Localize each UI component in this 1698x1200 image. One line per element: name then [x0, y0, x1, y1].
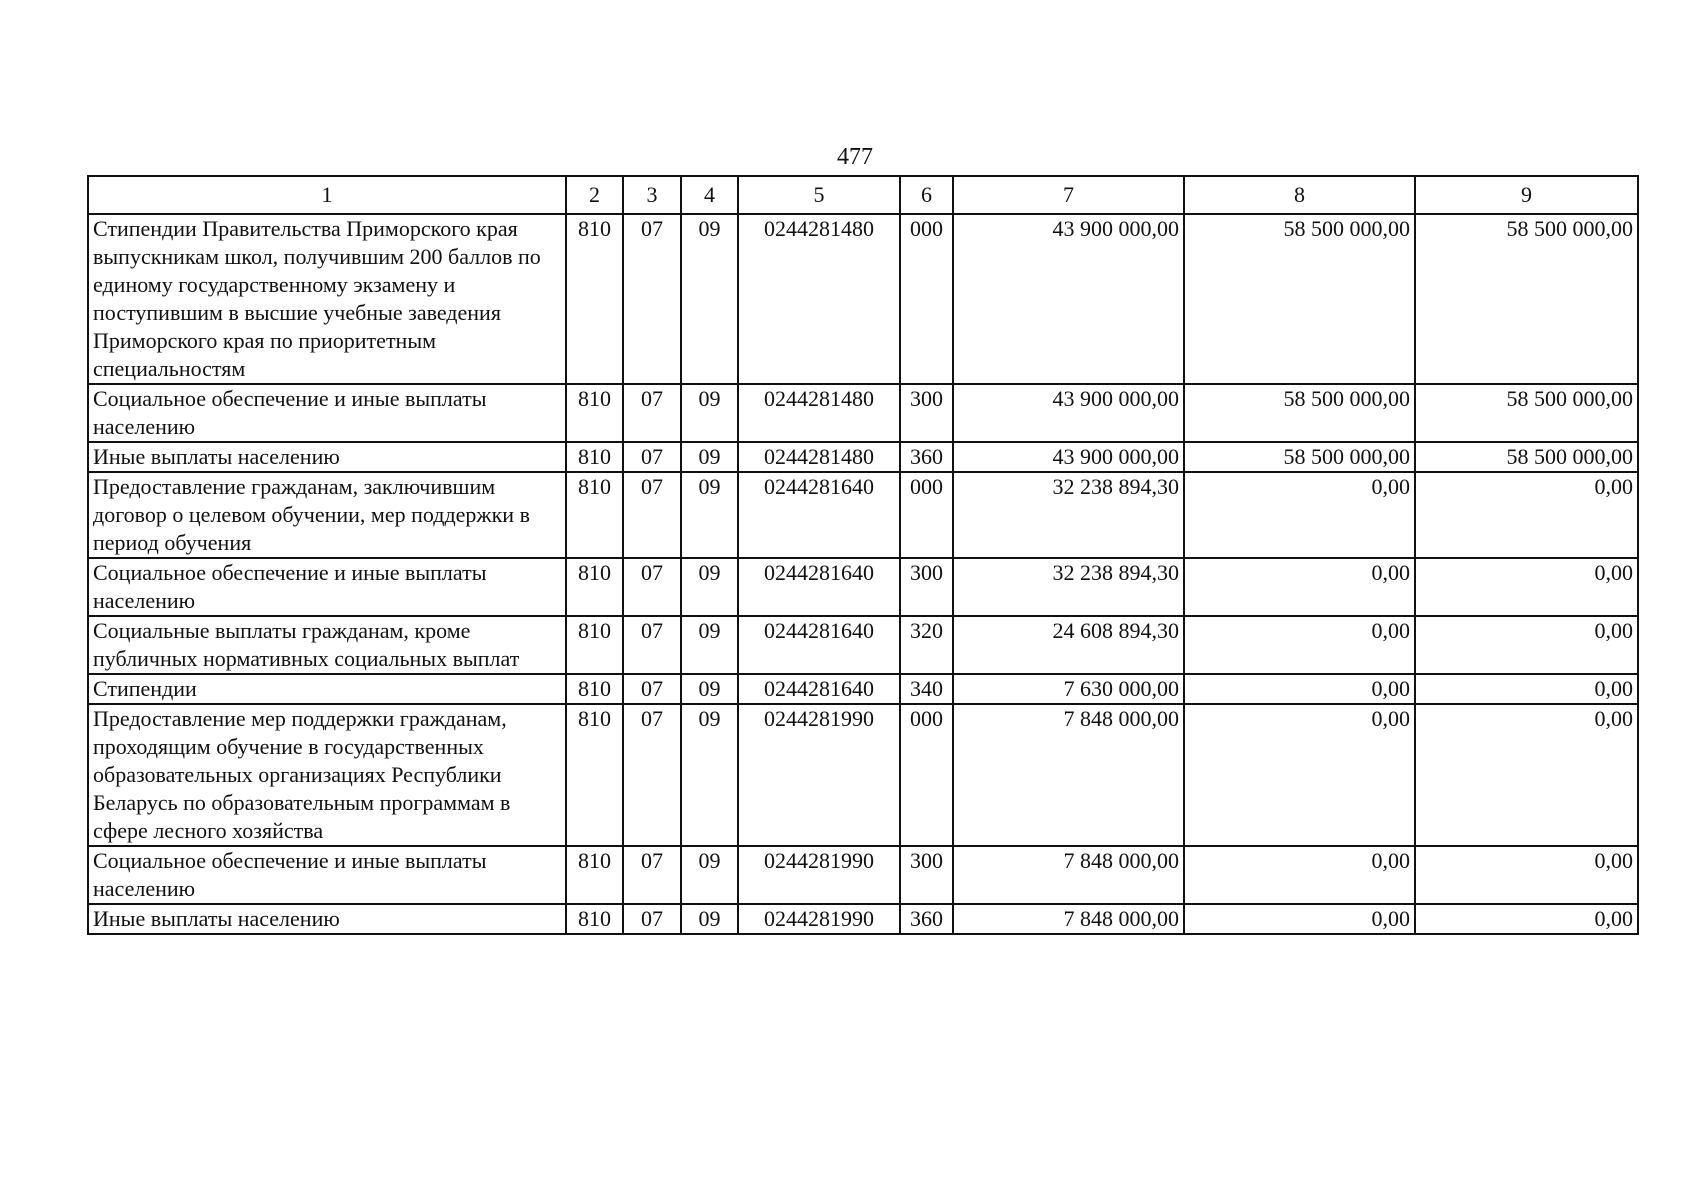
row-code-3-cell: 07 — [623, 904, 681, 934]
row-code-5-cell: 0244281640 — [738, 558, 900, 616]
row-code-2-cell: 810 — [566, 704, 623, 846]
table-header — [88, 176, 1638, 214]
row-amount-9-cell: 0,00 — [1415, 904, 1638, 934]
page-number: 477 — [837, 144, 873, 170]
row-name-cell: Стипендии Правительства Приморского края выпускникам школ, получившим 200 баллов по единому государственному экзамену и поступившим в высшие учебные заведения Приморского края по приоритетным специальностям — [88, 214, 566, 384]
row-code-6-cell: 000 — [900, 214, 953, 384]
row-code-4-cell: 09 — [681, 214, 738, 384]
row-amount-8-cell: 58 500 000,00 — [1184, 214, 1415, 384]
row-amount-7-cell: 32 238 894,30 — [953, 558, 1184, 616]
budget-table — [87, 175, 1639, 935]
row-code-5-cell: 0244281990 — [738, 704, 900, 846]
row-amount-9-cell: 0,00 — [1415, 704, 1638, 846]
row-amount-9-cell: 58 500 000,00 — [1415, 384, 1638, 442]
row-code-5-cell: 0244281480 — [738, 384, 900, 442]
table-body — [88, 214, 1638, 934]
row-code-3-cell: 07 — [623, 384, 681, 442]
row-code-6-cell: 300 — [900, 558, 953, 616]
row-code-6-cell: 300 — [900, 384, 953, 442]
row-code-6-cell: 000 — [900, 704, 953, 846]
row-code-5-cell: 0244281480 — [738, 442, 900, 472]
row-code-6-cell: 000 — [900, 472, 953, 558]
row-code-4-cell: 09 — [681, 558, 738, 616]
row-name-cell: Предоставление мер поддержки гражданам, проходящим обучение в государственных образовательных организациях Республики Беларусь по образовательным программам в сфере лесного хозяйства — [88, 704, 566, 846]
row-code-3-cell: 07 — [623, 704, 681, 846]
column-header-6: 6 — [900, 176, 953, 214]
table-row — [88, 846, 1638, 904]
row-code-3-cell: 07 — [623, 846, 681, 904]
row-amount-7-cell: 24 608 894,30 — [953, 616, 1184, 674]
row-amount-9-cell: 0,00 — [1415, 846, 1638, 904]
row-code-6-cell: 360 — [900, 904, 953, 934]
row-amount-7-cell: 7 848 000,00 — [953, 846, 1184, 904]
header-row — [88, 176, 1638, 214]
row-code-5-cell: 0244281990 — [738, 846, 900, 904]
row-name-cell: Стипендии — [88, 674, 566, 704]
column-header-7: 7 — [953, 176, 1184, 214]
table-row — [88, 558, 1638, 616]
row-code-4-cell: 09 — [681, 384, 738, 442]
row-name-cell: Социальное обеспечение и иные выплаты населению — [88, 558, 566, 616]
row-amount-8-cell: 0,00 — [1184, 674, 1415, 704]
table-row — [88, 472, 1638, 558]
row-code-5-cell: 0244281640 — [738, 616, 900, 674]
row-code-4-cell: 09 — [681, 704, 738, 846]
row-code-3-cell: 07 — [623, 214, 681, 384]
row-amount-8-cell: 58 500 000,00 — [1184, 442, 1415, 472]
row-code-2-cell: 810 — [566, 846, 623, 904]
row-code-4-cell: 09 — [681, 472, 738, 558]
row-code-5-cell: 0244281640 — [738, 472, 900, 558]
row-amount-9-cell: 58 500 000,00 — [1415, 442, 1638, 472]
row-amount-7-cell: 32 238 894,30 — [953, 472, 1184, 558]
row-code-2-cell: 810 — [566, 904, 623, 934]
row-amount-8-cell: 0,00 — [1184, 472, 1415, 558]
row-name-cell: Социальные выплаты гражданам, кроме публичных нормативных социальных выплат — [88, 616, 566, 674]
row-code-6-cell: 300 — [900, 846, 953, 904]
row-amount-9-cell: 0,00 — [1415, 472, 1638, 558]
row-code-5-cell: 0244281990 — [738, 904, 900, 934]
column-header-8: 8 — [1184, 176, 1415, 214]
row-code-2-cell: 810 — [566, 384, 623, 442]
row-amount-8-cell: 0,00 — [1184, 616, 1415, 674]
row-code-4-cell: 09 — [681, 904, 738, 934]
row-amount-9-cell: 58 500 000,00 — [1415, 214, 1638, 384]
row-code-2-cell: 810 — [566, 558, 623, 616]
row-code-3-cell: 07 — [623, 472, 681, 558]
row-code-6-cell: 340 — [900, 674, 953, 704]
table-row — [88, 442, 1638, 472]
row-amount-8-cell: 0,00 — [1184, 846, 1415, 904]
row-code-2-cell: 810 — [566, 616, 623, 674]
row-code-2-cell: 810 — [566, 472, 623, 558]
row-code-4-cell: 09 — [681, 846, 738, 904]
row-code-5-cell: 0244281640 — [738, 674, 900, 704]
row-name-cell: Социальное обеспечение и иные выплаты населению — [88, 384, 566, 442]
row-amount-7-cell: 7 848 000,00 — [953, 704, 1184, 846]
row-amount-8-cell: 0,00 — [1184, 904, 1415, 934]
row-code-3-cell: 07 — [623, 442, 681, 472]
row-name-cell: Социальное обеспечение и иные выплаты населению — [88, 846, 566, 904]
row-code-5-cell: 0244281480 — [738, 214, 900, 384]
row-amount-9-cell: 0,00 — [1415, 674, 1638, 704]
row-amount-9-cell: 0,00 — [1415, 558, 1638, 616]
row-amount-8-cell: 58 500 000,00 — [1184, 384, 1415, 442]
row-amount-7-cell: 43 900 000,00 — [953, 442, 1184, 472]
column-header-5: 5 — [738, 176, 900, 214]
row-amount-7-cell: 7 630 000,00 — [953, 674, 1184, 704]
column-header-4: 4 — [681, 176, 738, 214]
row-code-6-cell: 360 — [900, 442, 953, 472]
table-row — [88, 214, 1638, 384]
row-code-3-cell: 07 — [623, 674, 681, 704]
row-code-6-cell: 320 — [900, 616, 953, 674]
table-row — [88, 674, 1638, 704]
row-code-2-cell: 810 — [566, 674, 623, 704]
column-header-3: 3 — [623, 176, 681, 214]
column-header-9: 9 — [1415, 176, 1638, 214]
row-name-cell: Предоставление гражданам, заключившим договор о целевом обучении, мер поддержки в период обучения — [88, 472, 566, 558]
row-code-4-cell: 09 — [681, 616, 738, 674]
row-code-2-cell: 810 — [566, 442, 623, 472]
row-code-4-cell: 09 — [681, 442, 738, 472]
row-code-3-cell: 07 — [623, 616, 681, 674]
row-amount-7-cell: 43 900 000,00 — [953, 214, 1184, 384]
row-amount-8-cell: 0,00 — [1184, 558, 1415, 616]
row-code-2-cell: 810 — [566, 214, 623, 384]
column-header-2: 2 — [566, 176, 623, 214]
row-amount-7-cell: 7 848 000,00 — [953, 904, 1184, 934]
table-row — [88, 904, 1638, 934]
table-row — [88, 616, 1638, 674]
row-name-cell: Иные выплаты населению — [88, 442, 566, 472]
table-row — [88, 384, 1638, 442]
row-code-3-cell: 07 — [623, 558, 681, 616]
row-amount-8-cell: 0,00 — [1184, 704, 1415, 846]
column-header-1: 1 — [88, 176, 566, 214]
row-name-cell: Иные выплаты населению — [88, 904, 566, 934]
row-amount-9-cell: 0,00 — [1415, 616, 1638, 674]
row-amount-7-cell: 43 900 000,00 — [953, 384, 1184, 442]
table-row — [88, 704, 1638, 846]
row-code-4-cell: 09 — [681, 674, 738, 704]
